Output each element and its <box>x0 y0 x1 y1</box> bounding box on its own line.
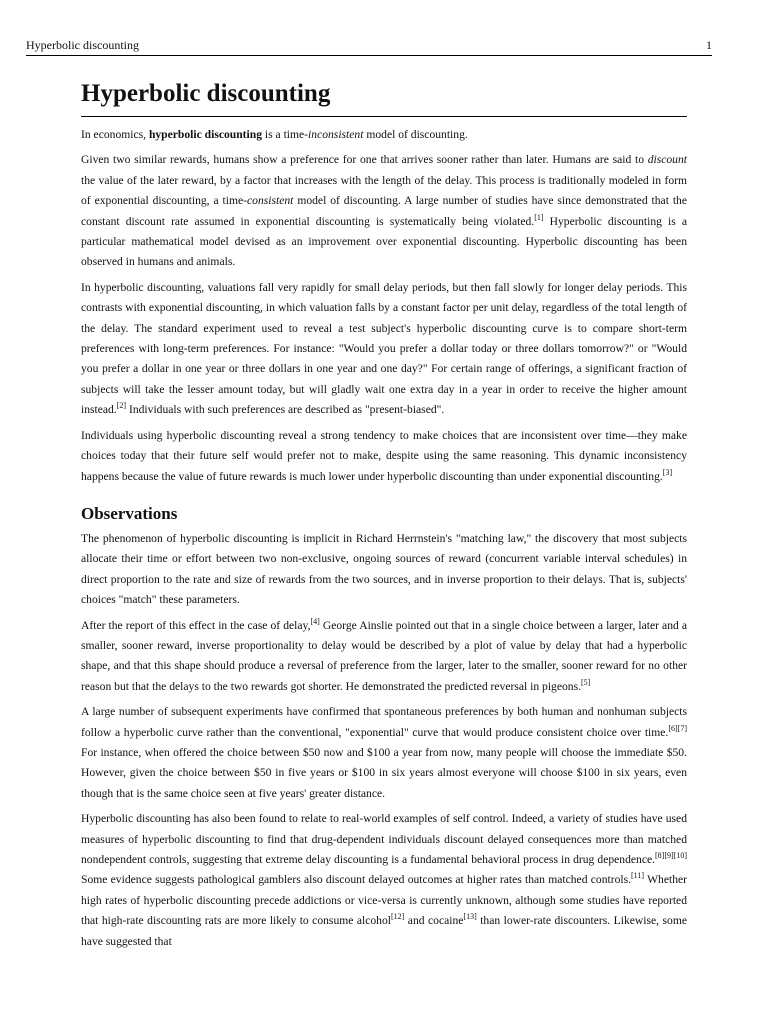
text-run: In hyperbolic discounting, valuations fall very rapidly for small delay periods, but then fall slowly for longer delay periods. This contrasts with exponential discounting, in which valuation falls by a constant factor per unit delay, regardless of the total length of the delay. The standard experiment used to reveal a test subject's hyperbolic discounting curve is to compare short-term preferences with long-term preferences. For instance: "Would you prefer a dollar today or three dollars tomorrow?" or "Would you prefer a dollar in one year or three dollars in one year and one day?" For certain range of offerings, a significant fraction of subjects will take the lesser amount today, but will gladly wait one extra day in a year in order to receive the higher amount instead. <box>81 280 687 417</box>
citation-link[interactable]: [12] <box>391 912 405 922</box>
italic-term: consistent <box>247 194 294 208</box>
italic-term: inconsistent <box>308 128 364 141</box>
text-run: Whether high rates of hyperbolic discounting precede addictions or vice-versa is currently unknown, although some studies have reported that high-rate discounting rats are more likely to consume alcohol <box>81 873 687 928</box>
intro-paragraph <box>81 125 687 145</box>
observations-paragraph-2 <box>81 616 687 698</box>
bold-term: hyperbolic discounting <box>148 128 262 141</box>
running-header-title: Hyperbolic discounting <box>26 38 139 52</box>
observations-paragraph-1: The phenomenon of hyperbolic discounting is implicit in Richard Herrnstein's "matching law," the discovery that most subjects allocate their time or effort between two non-exclusive, ongoing sources of reward (concurrent variable interval schedules) in direct proportion to the rate and size of rewards from the two sources, and in inverse proportion to their delays. That is, subjects' choices "match" these parameters. <box>81 531 687 607</box>
text-run: In economics, <box>81 128 149 141</box>
observations-paragraph-3 <box>81 702 687 804</box>
paragraph-2 <box>81 278 687 421</box>
citation-link[interactable]: [2] <box>116 401 127 411</box>
text-run: Some evidence suggests pathological gamblers also discount delayed outcomes at higher rates than matched controls. <box>81 873 632 887</box>
citation-link[interactable]: [6][7] <box>668 723 687 733</box>
citation-link[interactable]: [13] <box>463 912 477 922</box>
text-run: For instance, when offered the choice between $50 now and $100 a year from now, many people will choose the immediate $50. However, given the choice between $50 in five years or $100 in six years almost everyone will choose $100 in six years, even though that is the same choice seen at five years' greater distance. <box>81 745 687 800</box>
section-heading-observations: Observations <box>81 503 178 523</box>
text-run: Individuals with such preferences are described as "present-biased". <box>126 403 445 417</box>
text-run: than lower-rate discounters. Likewise, some have suggested that <box>81 914 687 948</box>
text-run: Given two similar rewards, humans show a preference for one that arrives sooner rather than later. Humans are said to <box>81 153 648 167</box>
paragraph-1 <box>81 150 687 272</box>
text-run: and cocaine <box>404 914 464 928</box>
citation-link[interactable]: [3] <box>662 467 673 477</box>
italic-term: discount <box>647 153 687 167</box>
text-run: Hyperbolic discounting is a particular mathematical model devised as an improvement over exponential discounting. Hyperbolic discounting has been observed in humans and animals. <box>81 214 687 269</box>
citation-link[interactable]: [4] <box>310 616 320 626</box>
citation-link[interactable]: [1] <box>534 212 544 222</box>
citation-link[interactable]: [8][9][10] <box>655 851 687 860</box>
paragraph-3 <box>81 426 687 487</box>
text-run: model of discounting. <box>363 128 468 141</box>
text-run: Hyperbolic discounting has also been found to relate to real-world examples of self control. Indeed, a variety of studies have used measures of hyperbolic discounting to find that drug-dependent individuals discount delayed consequences more than matched nondependent controls, suggesting that extreme delay discounting is a fundamental behavioral process in drug dependence. <box>81 812 687 866</box>
article-title: Hyperbolic discounting <box>81 78 687 117</box>
text-run: A large number of subsequent experiments have confirmed that spontaneous preferences by both human and nonhuman subjects follow a hyperbolic curve rather than the conventional, "exponential" curve that would produce consistent choice over time. <box>81 705 687 739</box>
text-run: After the report of this effect in the case of delay, <box>81 618 311 632</box>
text-run: model of discounting. A large number of studies have since demonstrated that the constant discount rate assumed in exponential discounting is systematically being violated. <box>81 194 687 228</box>
text-run: the value of the later reward, by a factor that increases with the length of the delay. This process is traditionally modeled in form of exponential discounting, a time- <box>81 173 687 208</box>
text-run: Individuals using hyperbolic discounting reveal a strong tendency to make choices that are inconsistent over time—they make choices today that their future self would prefer not to make, despite using the same reasoning. This dynamic inconsistency happens because the value of future rewards is much lower under hyperbolic discounting than under exponential discounting. <box>81 428 687 483</box>
page-number: 1 <box>706 38 712 52</box>
citation-link[interactable]: [5] <box>581 677 591 687</box>
running-header <box>26 38 712 56</box>
text-run: George Ainslie pointed out that in a single choice between a larger, later and a smaller, sooner reward, inverse proportionality to delay would be described by a plot of value by delay that had a hyperbolic shape, and that this shape should produce a reversal of preference from the larger, later to the smaller, sooner reward for no other reason but that the delays to the two rewards got shorter. He demonstrated the predicted reversal in pigeons. <box>81 618 687 693</box>
observations-paragraph-4 <box>81 809 687 952</box>
article-body <box>81 78 687 957</box>
citation-link[interactable]: [11] <box>631 871 645 881</box>
text-run: is a time- <box>262 128 309 141</box>
